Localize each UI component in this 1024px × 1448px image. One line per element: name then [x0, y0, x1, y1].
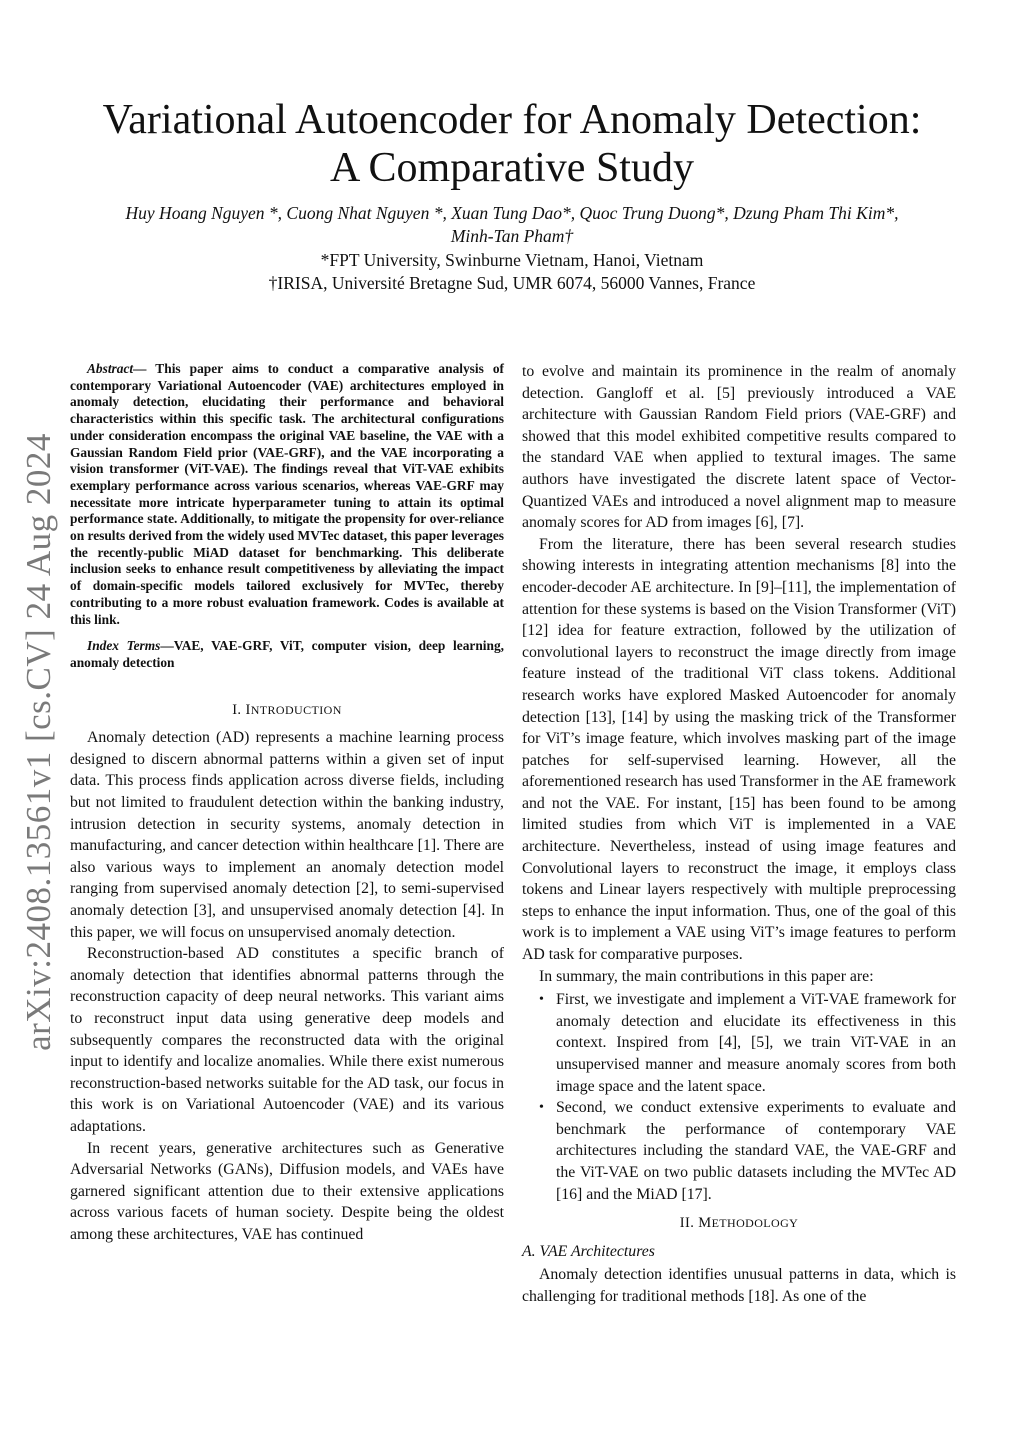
- authors-line-1: Huy Hoang Nguyen *, Cuong Nhat Nguyen *, Xuan Tung Dao*, Quoc Trung Duong*, Dzung Pham Thi Kim*,: [125, 203, 899, 223]
- abstract-text: This paper aims to conduct a comparative analysis of contemporary Variational Autoencoder (VAE) architectures employed in anomaly detection, elucidating their performance and behavioral characteristics within this specific task. The architectural configurations under consideration encompass the original VAE baseline, the VAE with a Gaussian Random Field prior (VAE-GRF), and the VAE incorporating a vision transformer (ViT-VAE). The findings reveal that ViT-VAE exhibits exemplary performance across various scenarios, whereas VAE-GRF may necessitate more intricate hyperparameter tuning to attain its optimal performance state. Additionally, to mitigate the propensity for over-reliance on results derived from the widely used MVTec dataset, this paper leverages the recently-public MiAD dataset for benchmarking. This deliberate inclusion seeks to enhance result competitiveness by alleviating the impact of domain-specific models tailored exclusively for MVTec, thereby contributing to a more robust evaluation framework. Codes is available at this link.: [70, 361, 504, 627]
- section-rest: NTRODUCTION: [250, 702, 342, 717]
- subsection-heading-vae-architectures: A. VAE Architectures: [522, 1242, 655, 1260]
- title-line-2: A Comparative Study: [330, 145, 694, 191]
- intro-paragraph-3: In recent years, generative architectures such as Generative Adversarial Networks (GANs), Diffusion models, and VAEs have garnered significant attention due to their extensive applications across various facets of human society. Despite being the oldest among these architectures, VAE has continued: [70, 1139, 504, 1243]
- contribution-2: Second, we conduct extensive experiments to evaluate and benchmark the performance of contemporary VAE architectures including the standard VAE, the VAE-GRF and the ViT-VAE on two public datasets including the MVTec AD [16] and the MiAD [17].: [556, 1099, 956, 1203]
- left-column: [70, 361, 504, 1246]
- section-initial: M: [698, 1215, 712, 1232]
- affiliation-fpt: *FPT University, Swinburne Vietnam, Hanoi, Vietnam: [320, 250, 704, 270]
- section-initial: I: [245, 701, 251, 718]
- intro-paragraph-4: to evolve and maintain its prominence in the realm of anomaly detection. Gangloff et al. [5] previously introduced a VAE architecture with Gaussian Random Field priors (VAE-GRF) and showed that this model exhibited competitive results compared to the standard VAE when applied to textural images. The same authors have investigated the discrete latent space of Vector-Quantized VAEs and introduced a novel alignment map to measure anomaly scores for AD from images [6], [7].: [522, 363, 956, 532]
- contribution-1: First, we investigate and implement a ViT-VAE framework for anomaly detection and elucidate its effectiveness in this context. Inspired from [4], [5], we train ViT-VAE in an unsupervised manner and measure anomaly scores from both image space and the latent space.: [556, 991, 956, 1095]
- bullet-icon: •: [539, 1100, 544, 1116]
- bullet-icon: •: [539, 992, 544, 1008]
- intro-paragraph-5: From the literature, there has been several research studies showing interests in integrating attention mechanisms [8] into the encoder-decoder AE architecture. In [9]–[11], the implementation of attention for these systems is based on the Vision Transformer (ViT) [12] idea for feature extraction, followed by the utilization of convolutional layers to reconstruct the image directly from image feature instead of the traditional ViT class tokens. Additional research works have explored Masked Autoencoder for anomaly detection [13], [14] by using the masking trick of the Transformer for ViT’s image feature, which involves masking part of the image patches for self-supervised learning. However, all the aforementioned research has used Transformer in the AE framework and not the VAE. For instant, [15] has been found to be among limited studies from which ViT is implemented in a VAE architecture. Nevertheless, instead of using image features and Convolutional layers to reconstruct the image, it employs class tokens and Linear layers respectively with multiple preprocessing steps to enhance the input information. Thus, one of the goal of this work is to implement a VAE using ViT’s image features to perform AD task for comparative purposes.: [522, 535, 956, 964]
- title-line-1: Variational Autoencoder for Anomaly Detection:: [102, 97, 922, 143]
- arxiv-identifier: arXiv:2408.13561v1 [cs.CV] 24 Aug 2024: [19, 433, 59, 1051]
- paper-title: [60, 96, 964, 192]
- right-column: [522, 361, 956, 1308]
- abstract-label: Abstract—: [87, 361, 147, 376]
- authors-line-2: Minh-Tan Pham†: [450, 226, 574, 246]
- section-numeral: I.: [232, 701, 246, 718]
- index-terms-label: Index Terms: [87, 638, 161, 654]
- intro-paragraph-1: Anomaly detection (AD) represents a machine learning process designed to discern abnormal patterns within a given set of input data. This process finds application across diverse fields, including but not limited to fraudulent detection within the banking industry, intrusion detection in security systems, anomaly detection in manufacturing, and cancer detection within healthcare [1]. There are also various ways to implement an anomaly detection model ranging from supervised anomaly detection [2], to semi-supervised anomaly detection [3], and unsupervised anomaly detection [4]. In this paper, we will focus on unsupervised anomaly detection.: [70, 729, 504, 941]
- section-heading-methodology: [522, 1213, 956, 1235]
- methodology-paragraph-1: Anomaly detection identifies unusual patterns in data, which is challenging for traditional methods [18]. As one of the: [522, 1266, 956, 1305]
- abstract: [70, 361, 504, 628]
- section-rest: ETHODOLOGY: [711, 1216, 799, 1231]
- contributions-list: [522, 989, 956, 1205]
- intro-paragraph-2: Reconstruction-based AD constitutes a specific branch of anomaly detection that identifies abnormal patterns through the reconstruction capacity of deep neural networks. This variant aims to reconstruct input data using generative deep models and subsequently compares the reconstructed data with the original input to identify and localize anomalies. While there exist numerous reconstruction-based networks suitable for the AD task, our focus in this work is on Variational Autoencoder (VAE) and its various adaptations.: [70, 945, 504, 1135]
- author-list: [60, 202, 964, 248]
- list-item: [539, 989, 956, 1097]
- index-terms: [70, 638, 504, 671]
- section-numeral: II.: [679, 1215, 699, 1232]
- arxiv-side-stamp: [14, 412, 64, 1072]
- list-item: [539, 1097, 956, 1205]
- index-terms-text: —VAE, VAE-GRF, ViT, computer vision, deep learning, anomaly detection: [70, 638, 504, 670]
- affiliation-irisa: †IRISA, Université Bretagne Sud, UMR 6074, 56000 Vannes, France: [268, 273, 756, 293]
- section-heading-introduction: [70, 700, 504, 722]
- contributions-lead: In summary, the main contributions in this paper are:: [539, 967, 874, 985]
